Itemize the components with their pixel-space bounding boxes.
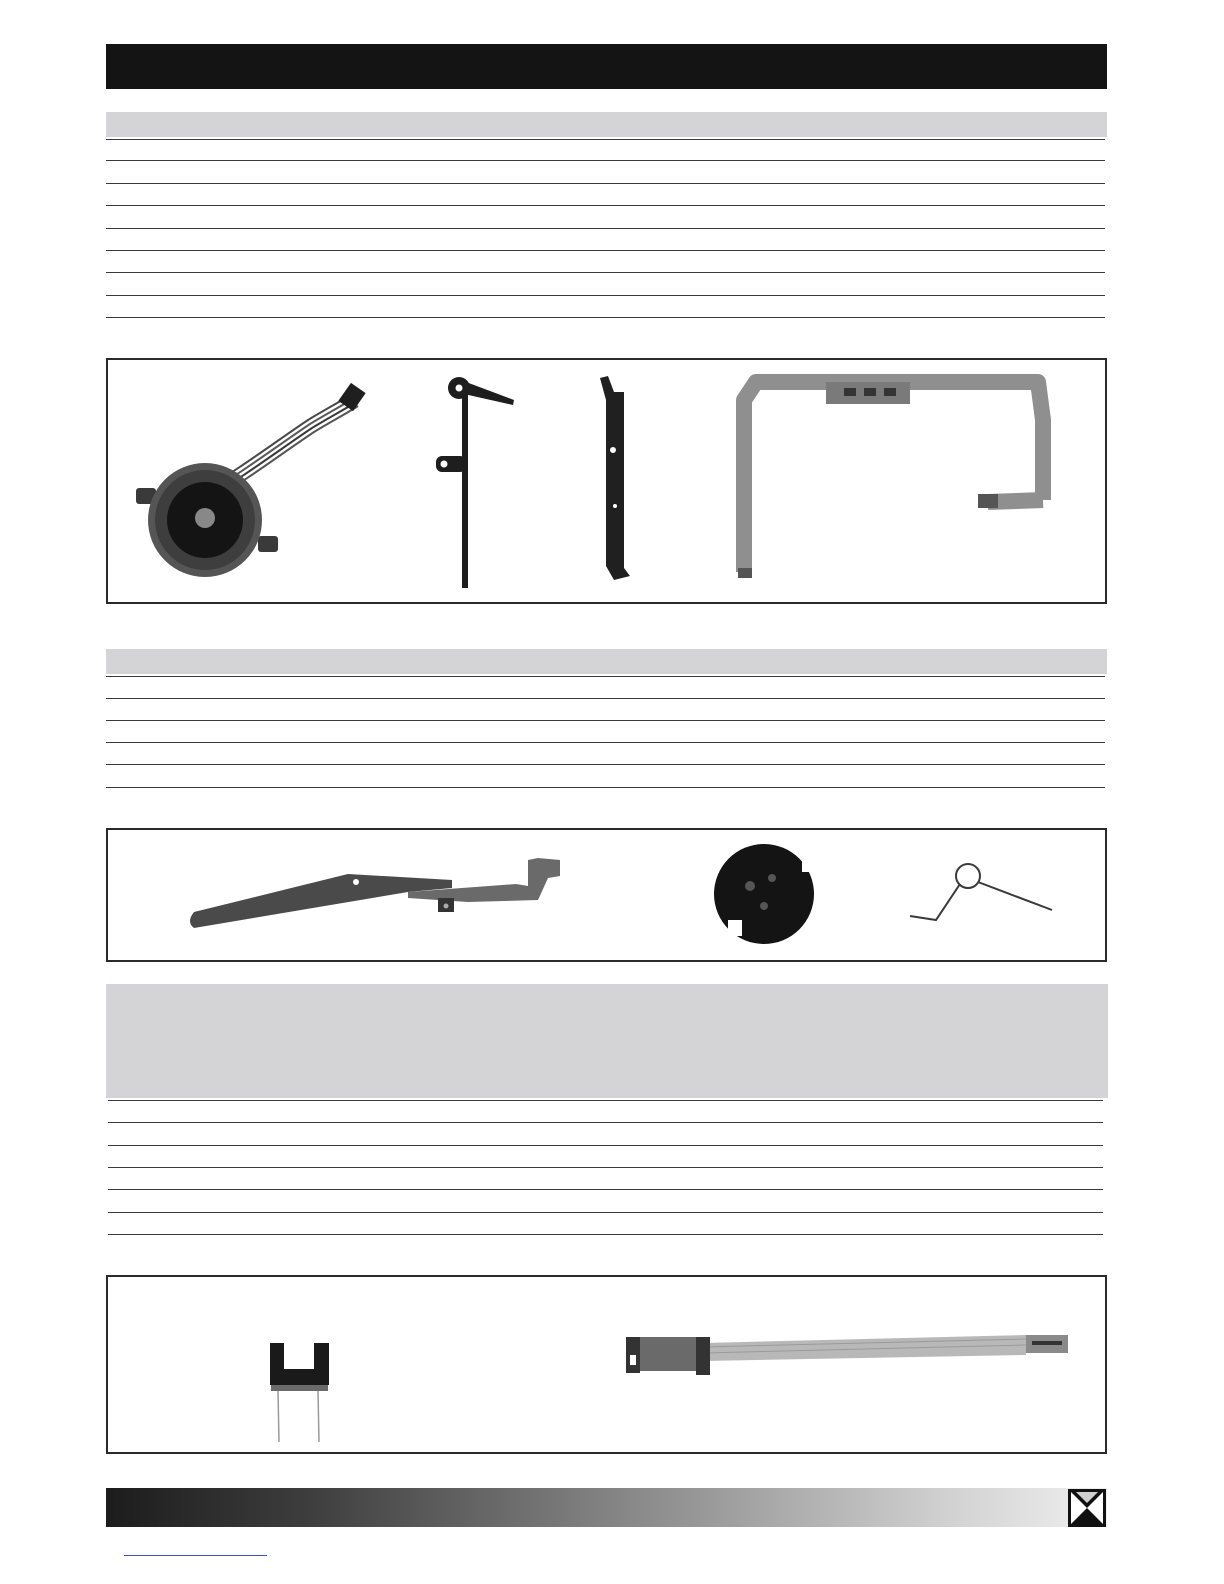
section-2-parts-illustration [108,830,1105,960]
section-1-header [106,112,1107,137]
section-1-parts-image [106,358,1107,604]
table-row [106,295,1105,296]
sensor-cable-assembly [626,1335,1068,1375]
table-row [106,183,1105,184]
footer-link[interactable] [124,1555,267,1556]
table-row [106,698,1105,699]
section-1-parts-illustration [108,360,1105,602]
table-row [108,1234,1103,1235]
page-header-bar [106,44,1107,89]
table-row [106,317,1105,318]
table-row [106,228,1105,229]
encoder-motor-assembly [136,383,366,577]
table-row [106,742,1105,743]
table-row [106,720,1105,721]
footer-gradient-bar [106,1488,1107,1527]
torsion-spring [910,864,1052,920]
pivot-arm [190,858,560,928]
slotted-gear-disc [714,844,816,944]
table-row [106,160,1105,161]
table-row [106,205,1105,206]
sensor-flag-lever [436,377,514,588]
table-row [108,1189,1103,1190]
section-2-parts-image [106,828,1107,962]
table-row [108,1145,1103,1146]
table-row [108,1167,1103,1168]
table-row [106,250,1105,251]
section-2-header [106,649,1107,674]
company-logo-icon [1068,1489,1106,1527]
optical-interrupter-sensor [270,1343,329,1442]
table-row [106,139,1105,140]
table-row [106,676,1105,677]
guide-bracket [600,376,630,580]
flex-cable [738,382,1043,578]
section-3-parts-image [106,1275,1107,1454]
section-3-parts-illustration [108,1277,1105,1452]
table-row [108,1122,1103,1123]
table-row [108,1100,1103,1101]
table-row [106,272,1105,273]
table-row [106,764,1105,765]
section-3-header [106,984,1108,1098]
table-row [106,787,1105,788]
table-row [108,1212,1103,1213]
